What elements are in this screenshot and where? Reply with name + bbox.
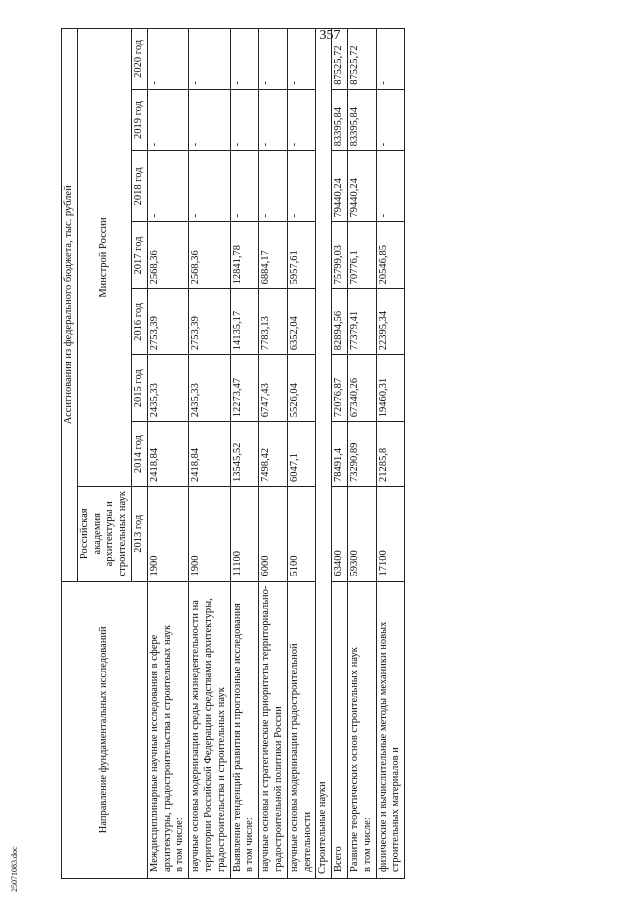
value-cell: 82894,56 [332,289,348,355]
value-cell: - [189,89,230,151]
allocations-header: Ассигнования из федерального бюджета, тыс. рублей [62,29,78,582]
value-cell: 14135,17 [230,289,259,355]
table-row [189,29,230,879]
value-cell: 6747,43 [259,355,288,422]
section-title: Строительные науки [316,29,332,879]
value-cell: 2568,36 [189,222,230,289]
value-cell: - [230,29,259,90]
value-cell: 83395,84 [347,89,376,151]
table-row [376,29,405,879]
value-cell: 5957,61 [287,222,316,289]
table-row [287,29,316,879]
row-label: научные основы и стратегические приоритеты территориально-градостроительной политики России [260,585,284,872]
value-cell: - [376,29,405,90]
value-cell: - [230,89,259,151]
value-cell: - [287,89,316,151]
year-header: 2013 год [131,486,147,581]
budget-table [61,28,405,879]
value-cell: 13545,52 [230,422,259,487]
value-cell: - [259,29,288,90]
direction-column-header: Направление фундаментальных исследований [62,581,148,878]
value-cell: 2418,84 [147,422,188,487]
row-label: научные основы модернизации среды жизнедеятельности на территории Российской Федерации средствами архитектуры, градостроительства и строительных наук [190,598,227,872]
row-label-cell [332,581,348,878]
row-label-cell [147,581,188,878]
value-cell: 21285,8 [376,422,405,487]
value-cell: 12273,47 [230,355,259,422]
year-header: 2014 год [131,422,147,487]
row-label-cell [287,581,316,878]
value-cell: 19460,31 [376,355,405,422]
value-cell: 67340,26 [347,355,376,422]
row-label-cell [230,581,259,878]
value-cell: 77379,41 [347,289,376,355]
value-cell: 6047,1 [287,422,316,487]
value-cell: 22395,34 [376,289,405,355]
row-label: Междисциплинарные научные исследования в сфере архитектуры, градостроительства и строительных наук [148,624,173,872]
value-cell: 87525,72 [347,29,376,90]
value-cell: 6352,04 [287,289,316,355]
row-label: физические и вычислительные методы механики новых строительных материалов и [377,621,402,872]
table-row [259,29,288,879]
value-cell: 87525,72 [332,29,348,90]
row-label: Всего [333,846,345,872]
value-cell: - [259,89,288,151]
value-cell: 2568,36 [147,222,188,289]
value-cell: 79440,24 [347,151,376,222]
value-cell: 78491,4 [332,422,348,487]
row-label: Выявление тенденций развития и прогнозные исследования [231,603,243,872]
value-cell: 2435,33 [189,355,230,422]
value-cell: - [147,151,188,222]
year-header: 2016 год [131,289,147,355]
ministry-header: Минстрой России [77,29,131,487]
table-row [147,29,188,879]
value-cell: 2753,39 [189,289,230,355]
value-cell: - [189,151,230,222]
year-header: 2019 год [131,89,147,151]
value-cell: 2418,84 [189,422,230,487]
table-row [230,29,259,879]
value-cell: 6884,17 [259,222,288,289]
row-label: научные основы модернизации градостроительной деятельности [288,643,313,872]
table-row [332,29,348,879]
value-cell: 73290,89 [347,422,376,487]
value-cell: 17100 [376,486,405,581]
value-cell: - [147,89,188,151]
value-cell: 11100 [230,486,259,581]
value-cell: 83395,84 [332,89,348,151]
year-header: 2015 год [131,355,147,422]
value-cell: 7783,13 [259,289,288,355]
row-label: Развитие теоретических основ строительных наук [348,647,360,872]
value-cell: 6000 [259,486,288,581]
table-header [62,29,148,879]
year-header: 2020 год [131,29,147,90]
value-cell: 75799,03 [332,222,348,289]
value-cell: 72076,87 [332,355,348,422]
row-note: в том числе: [244,817,256,872]
value-cell: - [189,29,230,90]
value-cell: - [287,29,316,90]
value-cell: - [259,151,288,222]
row-label-cell [376,581,405,878]
value-cell: - [376,151,405,222]
value-cell: - [376,89,405,151]
row-label-cell [189,581,230,878]
row-label-cell [347,581,376,878]
table-body [147,29,404,879]
value-cell: 63400 [332,486,348,581]
row-note: в том числе: [174,817,186,872]
value-cell: 1900 [189,486,230,581]
value-cell: - [287,151,316,222]
value-cell: 5100 [287,486,316,581]
value-cell: 5526,04 [287,355,316,422]
academy-header: Российская академия архитектуры и строительных наук [77,486,131,581]
year-header: 2018 год [131,151,147,222]
section-row [316,29,332,879]
value-cell: - [230,151,259,222]
page-number: 357 [319,28,341,43]
value-cell: 1900 [147,486,188,581]
value-cell: 2753,39 [147,289,188,355]
row-label-cell [259,581,288,878]
document-filename: 25071083.doc [10,846,19,892]
value-cell: 12841,78 [230,222,259,289]
year-header: 2017 год [131,222,147,289]
table-row [347,29,376,879]
value-cell: 70776,1 [347,222,376,289]
value-cell: 2435,33 [147,355,188,422]
value-cell: 20546,85 [376,222,405,289]
value-cell: 79440,24 [332,151,348,222]
row-note: в том числе: [361,817,373,872]
value-cell: - [147,29,188,90]
value-cell: 7498,42 [259,422,288,487]
value-cell: 59300 [347,486,376,581]
